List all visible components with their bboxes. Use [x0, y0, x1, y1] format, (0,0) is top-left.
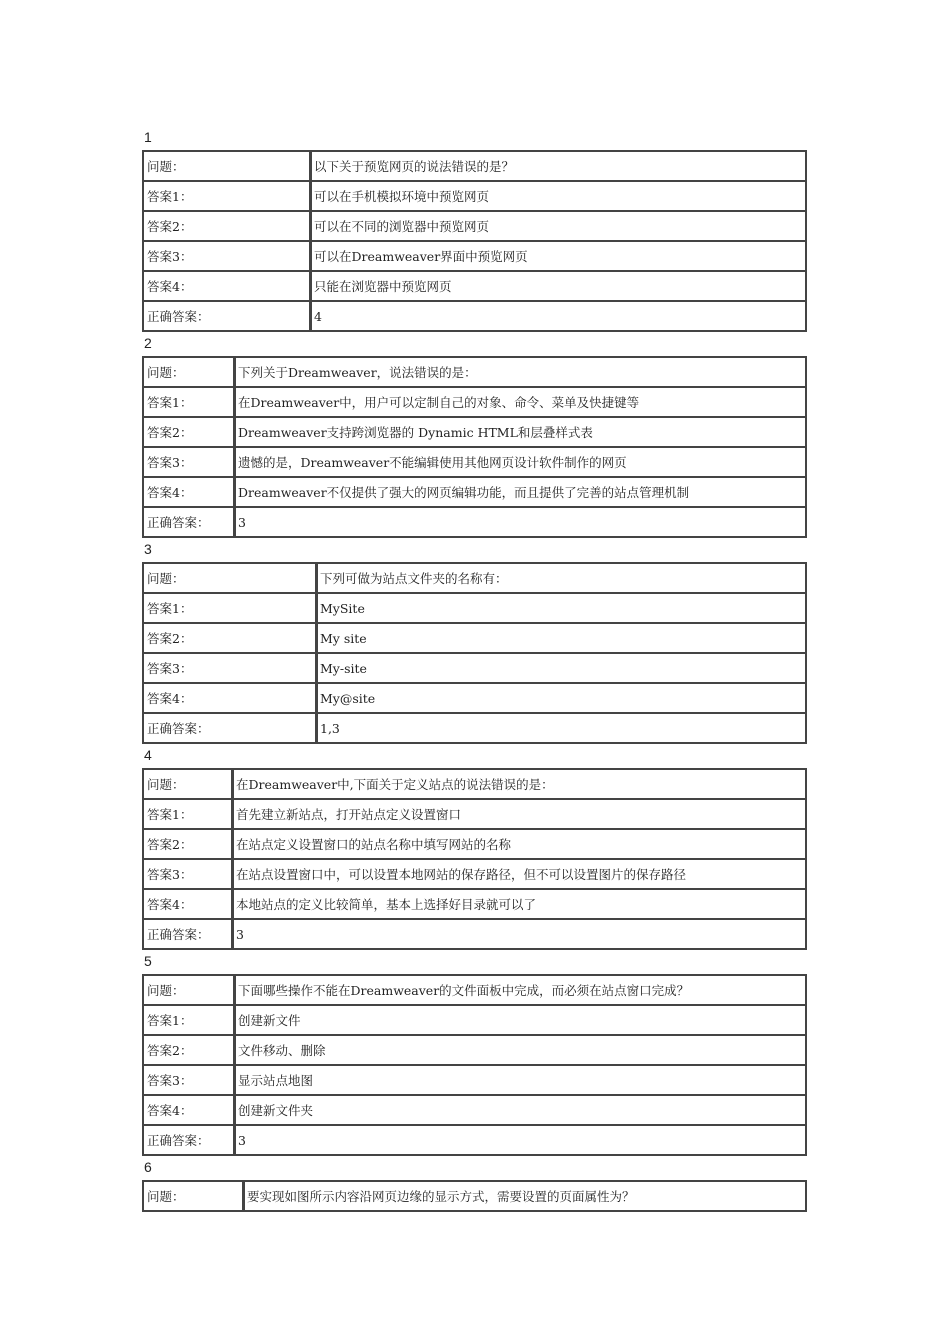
row-label: 答案4：: [144, 272, 310, 302]
row-label: 答案2：: [144, 830, 232, 860]
row-value: 可以在不同的浏览器中预览网页: [310, 212, 805, 242]
row-label: 问题：: [144, 1182, 243, 1210]
row-value: 文件移动、删除: [234, 1036, 805, 1066]
row-value: 下面哪些操作不能在Dreamweaver的文件面板中完成，而必须在站点窗口完成？: [234, 976, 805, 1006]
question-table: [142, 356, 807, 538]
row-label: 答案3：: [144, 448, 234, 478]
question-table: [142, 974, 807, 1156]
row-value: 在Dreamweaver中,下面关于定义站点的说法错误的是：: [232, 770, 805, 800]
row-value: 创建新文件夹: [234, 1096, 805, 1126]
row-label: 答案3：: [144, 242, 310, 272]
table-row: [144, 358, 805, 388]
row-value: 4: [310, 302, 805, 330]
question-table: [142, 150, 807, 332]
row-value: 3: [232, 920, 805, 948]
row-label: 问题：: [144, 976, 234, 1006]
table-row: [144, 564, 805, 594]
table-row: [144, 714, 805, 742]
question-table: [142, 1180, 807, 1212]
row-label: 答案2：: [144, 418, 234, 448]
row-label: 答案4：: [144, 1096, 234, 1126]
table-row: [144, 624, 805, 654]
table-row: [144, 182, 805, 212]
table-row: [144, 388, 805, 418]
question-number: 5: [144, 953, 152, 969]
table-row: [144, 302, 805, 330]
question-table: [142, 562, 807, 744]
table-row: [144, 1006, 805, 1036]
table-row: [144, 1036, 805, 1066]
row-label: 正确答案：: [144, 714, 316, 742]
question-number: 6: [144, 1159, 152, 1175]
row-value: 3: [234, 508, 805, 536]
row-value: My@site: [316, 684, 805, 714]
question-number: 1: [144, 129, 152, 145]
table-row: [144, 800, 805, 830]
row-label: 答案1：: [144, 594, 316, 624]
table-row: [144, 860, 805, 890]
table-row: [144, 890, 805, 920]
row-value: 本地站点的定义比较简单，基本上选择好目录就可以了: [232, 890, 805, 920]
table-row: [144, 478, 805, 508]
row-label: 答案2：: [144, 624, 316, 654]
row-label: 正确答案：: [144, 302, 310, 330]
row-label: 答案4：: [144, 684, 316, 714]
row-label: 答案1：: [144, 1006, 234, 1036]
question-number: 2: [144, 335, 152, 351]
row-value: 遗憾的是，Dreamweaver不能编辑使用其他网页设计软件制作的网页: [234, 448, 805, 478]
row-value: 首先建立新站点，打开站点定义设置窗口: [232, 800, 805, 830]
row-label: 正确答案：: [144, 1126, 234, 1154]
row-value: My-site: [316, 654, 805, 684]
row-value: 在站点设置窗口中，可以设置本地网站的保存路径，但不可以设置图片的保存路径: [232, 860, 805, 890]
row-value: 在站点定义设置窗口的站点名称中填写网站的名称: [232, 830, 805, 860]
row-value: Dreamweaver支持跨浏览器的 Dynamic HTML和层叠样式表: [234, 418, 805, 448]
question-table: [142, 768, 807, 950]
table-row: [144, 830, 805, 860]
table-row: [144, 770, 805, 800]
row-label: 答案1：: [144, 388, 234, 418]
table-row: [144, 508, 805, 536]
table-row: [144, 594, 805, 624]
row-value: 3: [234, 1126, 805, 1154]
table-row: [144, 418, 805, 448]
row-value: 下列关于Dreamweaver，说法错误的是：: [234, 358, 805, 388]
table-row: [144, 976, 805, 1006]
row-label: 答案3：: [144, 654, 316, 684]
row-label: 答案3：: [144, 1066, 234, 1096]
row-value: 只能在浏览器中预览网页: [310, 272, 805, 302]
row-value: MySite: [316, 594, 805, 624]
table-row: [144, 1096, 805, 1126]
row-label: 问题：: [144, 152, 310, 182]
table-row: [144, 684, 805, 714]
row-label: 正确答案：: [144, 920, 232, 948]
row-value: My site: [316, 624, 805, 654]
row-value: 创建新文件: [234, 1006, 805, 1036]
table-row: [144, 152, 805, 182]
table-row: [144, 654, 805, 684]
row-value: 可以在Dreamweaver界面中预览网页: [310, 242, 805, 272]
question-number: 4: [144, 747, 152, 763]
row-value: 下列可做为站点文件夹的名称有：: [316, 564, 805, 594]
row-value: 以下关于预览网页的说法错误的是？: [310, 152, 805, 182]
row-value: 显示站点地图: [234, 1066, 805, 1096]
row-label: 答案1：: [144, 800, 232, 830]
question-number: 3: [144, 541, 152, 557]
row-label: 问题：: [144, 358, 234, 388]
table-row: [144, 1066, 805, 1096]
table-row: [144, 1182, 805, 1210]
row-label: 答案2：: [144, 1036, 234, 1066]
table-row: [144, 212, 805, 242]
row-value: Dreamweaver不仅提供了强大的网页编辑功能，而且提供了完善的站点管理机制: [234, 478, 805, 508]
table-row: [144, 1126, 805, 1154]
row-label: 答案4：: [144, 890, 232, 920]
row-label: 问题：: [144, 770, 232, 800]
table-row: [144, 448, 805, 478]
table-row: [144, 272, 805, 302]
table-row: [144, 920, 805, 948]
row-value: 在Dreamweaver中，用户可以定制自己的对象、命令、菜单及快捷键等: [234, 388, 805, 418]
row-label: 答案4：: [144, 478, 234, 508]
row-value: 1,3: [316, 714, 805, 742]
row-label: 答案1：: [144, 182, 310, 212]
row-value: 要实现如图所示内容沿网页边缘的显示方式，需要设置的页面属性为？: [243, 1182, 805, 1210]
row-value: 可以在手机模拟环境中预览网页: [310, 182, 805, 212]
row-label: 答案2：: [144, 212, 310, 242]
row-label: 答案3：: [144, 860, 232, 890]
table-row: [144, 242, 805, 272]
row-label: 问题：: [144, 564, 316, 594]
row-label: 正确答案：: [144, 508, 234, 536]
